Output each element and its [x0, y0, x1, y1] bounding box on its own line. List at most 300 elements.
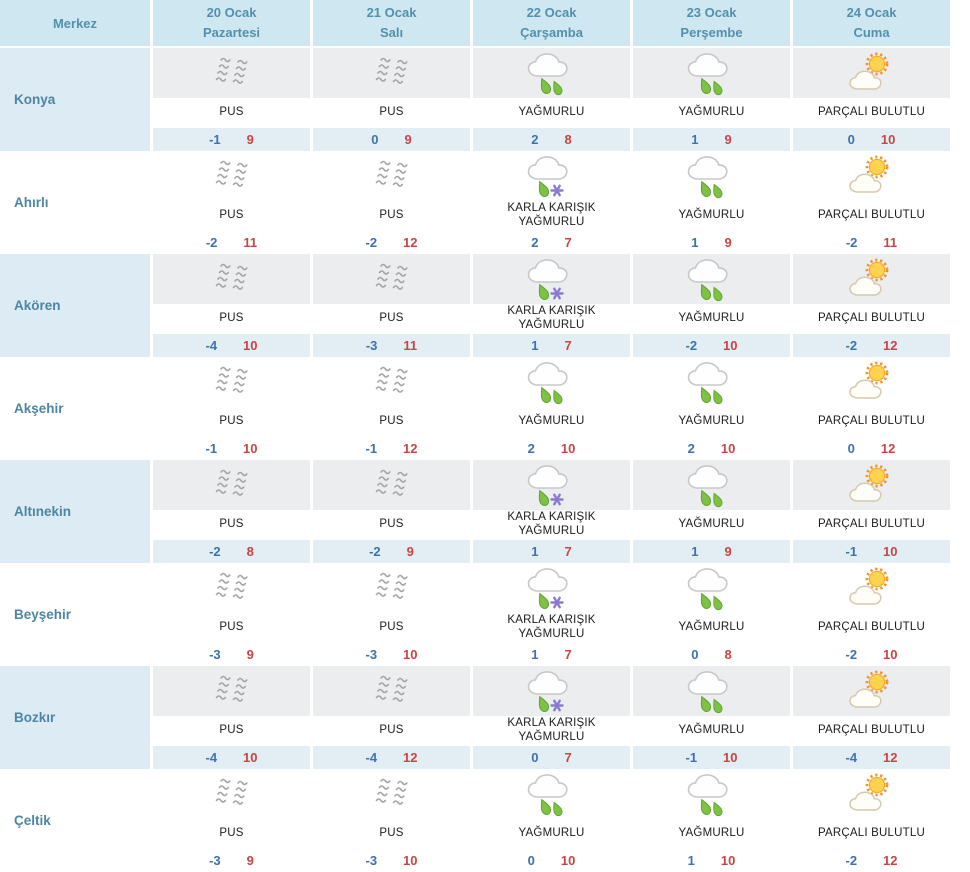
condition-band: [473, 510, 630, 540]
temperature-band: [473, 128, 630, 151]
condition-label: PUS: [379, 621, 404, 634]
min-temp: -4: [365, 750, 378, 765]
condition-label: YAĞMURLU: [678, 518, 745, 531]
condition-label: YAĞMURLU: [678, 621, 745, 634]
forecast-cell: [470, 460, 630, 563]
haze-icon: [208, 773, 256, 815]
min-temp: -2: [365, 235, 378, 250]
max-temp: 9: [246, 647, 254, 662]
forecast-cell: [790, 460, 950, 563]
table-row: [0, 151, 950, 254]
max-temp: 10: [883, 647, 898, 662]
weather-icon-band: [633, 357, 790, 407]
sleet-icon: [522, 564, 582, 612]
min-temp: 2: [531, 132, 539, 147]
temperature-band: [473, 849, 630, 872]
condition-band: [793, 716, 950, 746]
temperature-band: [313, 849, 470, 872]
condition-band: [473, 716, 630, 746]
condition-band: [153, 201, 310, 231]
condition-band: [153, 510, 310, 540]
min-temp: 1: [691, 132, 699, 147]
condition-label: PARÇALI BULUTLU: [818, 724, 925, 737]
column-header-day: [310, 0, 470, 46]
min-temp: 0: [847, 132, 855, 147]
condition-band: [633, 98, 790, 128]
weather-icon-band: [633, 666, 790, 716]
forecast-cell: [470, 151, 630, 254]
haze-icon: [208, 258, 256, 300]
column-header-dayname: Cuma: [853, 25, 890, 40]
max-temp: 9: [724, 132, 732, 147]
min-temp: 2: [687, 441, 695, 456]
city-cell: [0, 254, 150, 357]
temperature-band: [793, 643, 950, 666]
forecast-cell: [310, 460, 470, 563]
forecast-cell: [150, 151, 310, 254]
city-label[interactable]: Akşehir: [14, 401, 64, 416]
forecast-cell: [310, 769, 470, 872]
city-cell: [0, 769, 150, 872]
forecast-cell: [630, 460, 790, 563]
condition-band: [793, 98, 950, 128]
haze-icon: [208, 361, 256, 403]
haze-icon: [208, 52, 256, 94]
max-temp: 7: [564, 544, 572, 559]
column-header-day: [630, 0, 790, 46]
condition-band: [793, 510, 950, 540]
condition-label: YAĞMURLU: [678, 312, 745, 325]
weather-icon-band: [153, 254, 310, 304]
max-temp: 10: [403, 647, 418, 662]
condition-label: YAĞMURLU: [518, 827, 585, 840]
table-header: [0, 0, 950, 46]
temperature-band: [473, 334, 630, 357]
temperature-band: [793, 540, 950, 563]
max-temp: 12: [403, 441, 418, 456]
min-temp: 0: [847, 441, 855, 456]
condition-label: KARLA KARIŞIK YAĞMURLU: [507, 202, 596, 228]
city-cell: [0, 460, 150, 563]
weather-icon-band: [793, 666, 950, 716]
min-temp: -4: [205, 338, 218, 353]
max-temp: 11: [403, 338, 418, 353]
temperature-band: [633, 231, 790, 254]
haze-icon: [208, 464, 256, 506]
forecast-cell: [790, 666, 950, 769]
rain-icon: [682, 255, 742, 303]
weather-icon-band: [793, 460, 950, 510]
min-temp: 1: [687, 853, 695, 868]
min-temp: 1: [531, 647, 539, 662]
city-label[interactable]: Çeltik: [14, 813, 51, 828]
condition-band: [473, 98, 630, 128]
condition-band: [153, 716, 310, 746]
condition-label: YAĞMURLU: [518, 415, 585, 428]
column-header-day: [790, 0, 950, 46]
city-label[interactable]: Akören: [14, 298, 61, 313]
forecast-cell: [790, 563, 950, 666]
temperature-band: [793, 746, 950, 769]
partly-cloudy-icon: [842, 255, 902, 303]
condition-label: PARÇALI BULUTLU: [818, 209, 925, 222]
temperature-band: [633, 746, 790, 769]
condition-band: [313, 98, 470, 128]
weather-icon-band: [793, 151, 950, 201]
city-cell: [0, 563, 150, 666]
max-temp: 10: [560, 853, 576, 868]
weather-icon-band: [153, 357, 310, 407]
min-temp: -2: [369, 544, 381, 559]
min-temp: -3: [209, 647, 221, 662]
column-header-date: 22 Ocak: [526, 4, 577, 20]
rain-icon: [682, 564, 742, 612]
min-temp: -1: [365, 441, 378, 456]
forecast-cell: [790, 151, 950, 254]
haze-icon: [368, 773, 416, 815]
rain-icon: [682, 461, 742, 509]
temperature-band: [793, 334, 950, 357]
condition-label: PUS: [379, 312, 404, 325]
weather-icon-band: [633, 460, 790, 510]
haze-icon: [208, 670, 256, 712]
weather-icon-band: [313, 151, 470, 201]
forecast-cell: [150, 357, 310, 460]
forecast-cell: [630, 151, 790, 254]
min-temp: 1: [691, 235, 699, 250]
max-temp: 8: [246, 544, 254, 559]
weather-icon-band: [473, 666, 630, 716]
column-header-date: 24 Ocak: [846, 4, 897, 20]
temperature-band: [473, 746, 630, 769]
condition-band: [473, 201, 630, 231]
forecast-cell: [790, 769, 950, 872]
condition-label: PARÇALI BULUTLU: [818, 312, 925, 325]
max-temp: 10: [723, 338, 738, 353]
max-temp: 12: [403, 235, 418, 250]
weather-icon-band: [633, 151, 790, 201]
table-row: [0, 666, 950, 769]
temperature-band: [473, 540, 630, 563]
temperature-band: [313, 643, 470, 666]
max-temp: 12: [883, 338, 898, 353]
partly-cloudy-icon: [842, 461, 902, 509]
condition-band: [153, 98, 310, 128]
temperature-band: [313, 231, 470, 254]
forecast-cell: [790, 357, 950, 460]
temperature-band: [793, 128, 950, 151]
forecast-cell: [150, 48, 310, 151]
city-label[interactable]: Beyşehir: [14, 607, 72, 622]
min-temp: -2: [845, 235, 858, 250]
haze-icon: [208, 567, 256, 609]
condition-label: PUS: [379, 724, 404, 737]
condition-band: [313, 716, 470, 746]
weather-icon-band: [793, 563, 950, 613]
forecast-cell: [150, 254, 310, 357]
column-header-dayname: Pazartesi: [202, 25, 261, 40]
max-temp: 9: [404, 132, 412, 147]
column-header-date: 21 Ocak: [366, 4, 417, 20]
forecast-cell: [470, 357, 630, 460]
column-header-dayname: Salı: [379, 25, 404, 40]
rain-icon: [682, 152, 742, 200]
city-cell: [0, 151, 150, 254]
rain-icon: [682, 667, 742, 715]
condition-label: PUS: [219, 827, 244, 840]
weather-icon-band: [153, 666, 310, 716]
condition-band: [313, 819, 470, 849]
partly-cloudy-icon: [842, 49, 902, 97]
condition-label: PARÇALI BULUTLU: [818, 621, 925, 634]
max-temp: 9: [724, 544, 732, 559]
rain-icon: [522, 49, 582, 97]
max-temp: 7: [564, 235, 572, 250]
column-header-merkez: Merkez: [52, 15, 98, 31]
min-temp: 2: [531, 235, 539, 250]
max-temp: 11: [243, 235, 258, 250]
temperature-band: [473, 231, 630, 254]
weather-icon-band: [473, 48, 630, 98]
temperature-band: [633, 334, 790, 357]
haze-icon: [208, 155, 256, 197]
sleet-icon: [522, 255, 582, 303]
temperature-band: [633, 128, 790, 151]
weather-icon-band: [793, 254, 950, 304]
haze-icon: [368, 155, 416, 197]
condition-band: [473, 819, 630, 849]
haze-icon: [368, 670, 416, 712]
forecast-cell: [310, 151, 470, 254]
temperature-band: [313, 437, 470, 460]
condition-band: [313, 201, 470, 231]
temperature-band: [633, 437, 790, 460]
weather-icon-band: [313, 563, 470, 613]
city-label[interactable]: Konya: [14, 92, 56, 107]
min-temp: -2: [209, 544, 221, 559]
city-label[interactable]: Bozkır: [14, 710, 56, 725]
haze-icon: [368, 361, 416, 403]
max-temp: 10: [880, 132, 896, 147]
column-header-dayname: Perşembe: [680, 25, 743, 40]
condition-band: [793, 201, 950, 231]
weather-icon-band: [793, 48, 950, 98]
condition-label: PUS: [379, 827, 404, 840]
city-cell: [0, 48, 150, 151]
city-cell: [0, 666, 150, 769]
max-temp: 9: [246, 853, 254, 868]
temperature-band: [793, 231, 950, 254]
partly-cloudy-icon: [842, 564, 902, 612]
min-temp: -2: [845, 338, 858, 353]
weather-icon-band: [313, 666, 470, 716]
condition-label: PARÇALI BULUTLU: [818, 827, 925, 840]
min-temp: 1: [531, 544, 539, 559]
min-temp: 0: [371, 132, 379, 147]
partly-cloudy-icon: [842, 667, 902, 715]
max-temp: 8: [564, 132, 572, 147]
min-temp: 2: [527, 441, 535, 456]
max-temp: 7: [564, 647, 572, 662]
condition-label: KARLA KARIŞIK YAĞMURLU: [507, 717, 596, 743]
condition-band: [473, 407, 630, 437]
condition-band: [313, 407, 470, 437]
min-temp: -3: [365, 338, 378, 353]
max-temp: 7: [564, 338, 572, 353]
weather-icon-band: [473, 254, 630, 304]
forecast-cell: [310, 666, 470, 769]
condition-label: PUS: [379, 209, 404, 222]
temperature-band: [313, 540, 470, 563]
weather-icon-band: [473, 357, 630, 407]
condition-band: [633, 716, 790, 746]
sleet-icon: [522, 461, 582, 509]
weather-icon-band: [633, 254, 790, 304]
temperature-band: [153, 334, 310, 357]
min-temp: -2: [205, 235, 218, 250]
min-temp: 1: [691, 544, 699, 559]
weather-icon-band: [313, 48, 470, 98]
condition-band: [793, 613, 950, 643]
condition-band: [313, 510, 470, 540]
temperature-band: [793, 437, 950, 460]
condition-band: [633, 819, 790, 849]
condition-band: [153, 819, 310, 849]
condition-band: [793, 819, 950, 849]
forecast-cell: [470, 254, 630, 357]
condition-label: PUS: [219, 621, 244, 634]
partly-cloudy-icon: [842, 152, 902, 200]
temperature-band: [153, 437, 310, 460]
forecast-cell: [470, 563, 630, 666]
forecast-cell: [310, 48, 470, 151]
condition-band: [153, 407, 310, 437]
temperature-band: [153, 746, 310, 769]
condition-band: [793, 304, 950, 334]
temperature-band: [633, 540, 790, 563]
weather-icon-band: [633, 563, 790, 613]
max-temp: 10: [560, 441, 576, 456]
weather-icon-band: [473, 769, 630, 819]
max-temp: 12: [883, 750, 898, 765]
forecast-cell: [150, 769, 310, 872]
condition-label: PUS: [219, 209, 244, 222]
max-temp: 10: [720, 441, 736, 456]
city-label[interactable]: Ahırlı: [14, 195, 49, 210]
weather-icon-band: [633, 769, 790, 819]
forecast-cell: [150, 563, 310, 666]
temperature-band: [153, 849, 310, 872]
weather-icon-band: [473, 460, 630, 510]
weather-icon-band: [473, 151, 630, 201]
max-temp: 12: [883, 853, 898, 868]
condition-label: PUS: [379, 518, 404, 531]
max-temp: 10: [243, 441, 258, 456]
condition-label: PARÇALI BULUTLU: [818, 106, 925, 119]
column-header-day: [470, 0, 630, 46]
condition-label: PUS: [219, 518, 244, 531]
condition-label: YAĞMURLU: [678, 209, 745, 222]
temperature-band: [473, 437, 630, 460]
min-temp: 0: [527, 853, 535, 868]
table-row: [0, 563, 950, 666]
condition-band: [153, 304, 310, 334]
partly-cloudy-icon: [842, 358, 902, 406]
max-temp: 10: [243, 750, 258, 765]
weather-icon-band: [153, 151, 310, 201]
partly-cloudy-icon: [842, 770, 902, 818]
condition-band: [633, 510, 790, 540]
forecast-cell: [630, 48, 790, 151]
min-temp: -2: [845, 647, 858, 662]
min-temp: 0: [691, 647, 699, 662]
haze-icon: [368, 52, 416, 94]
forecast-cell: [470, 48, 630, 151]
max-temp: 10: [720, 853, 736, 868]
min-temp: -1: [845, 544, 858, 559]
condition-label: PARÇALI BULUTLU: [818, 518, 925, 531]
condition-band: [633, 304, 790, 334]
temperature-band: [153, 231, 310, 254]
max-temp: 9: [724, 235, 732, 250]
forecast-cell: [310, 357, 470, 460]
table-row: [0, 357, 950, 460]
condition-label: PARÇALI BULUTLU: [818, 415, 925, 428]
weather-icon-band: [313, 357, 470, 407]
max-temp: 12: [403, 750, 418, 765]
forecast-cell: [150, 460, 310, 563]
forecast-cell: [310, 254, 470, 357]
table-row: [0, 48, 950, 151]
table-row: [0, 254, 950, 357]
weather-icon-band: [153, 769, 310, 819]
rain-icon: [682, 49, 742, 97]
table-row: [0, 460, 950, 563]
weather-icon-band: [153, 48, 310, 98]
condition-band: [473, 613, 630, 643]
sleet-icon: [522, 152, 582, 200]
forecast-cell: [790, 254, 950, 357]
condition-label: KARLA KARIŞIK YAĞMURLU: [507, 614, 596, 640]
haze-icon: [368, 258, 416, 300]
rain-icon: [522, 358, 582, 406]
min-temp: -2: [845, 853, 858, 868]
condition-band: [153, 613, 310, 643]
condition-label: YAĞMURLU: [518, 106, 585, 119]
rain-icon: [522, 770, 582, 818]
condition-band: [793, 407, 950, 437]
table-row: [0, 769, 950, 872]
forecast-cell: [630, 769, 790, 872]
forecast-cell: [150, 666, 310, 769]
forecast-cell: [630, 357, 790, 460]
condition-label: KARLA KARIŞIK YAĞMURLU: [507, 511, 596, 537]
max-temp: 10: [883, 544, 898, 559]
max-temp: 10: [243, 338, 258, 353]
haze-icon: [368, 464, 416, 506]
city-label[interactable]: Altınekin: [14, 504, 72, 519]
forecast-cell: [470, 769, 630, 872]
condition-band: [313, 304, 470, 334]
min-temp: -3: [209, 853, 221, 868]
temperature-band: [793, 849, 950, 872]
temperature-band: [313, 746, 470, 769]
forecast-cell: [630, 254, 790, 357]
min-temp: -1: [205, 441, 218, 456]
forecast-cell: [470, 666, 630, 769]
forecast-cell: [630, 563, 790, 666]
max-temp: 7: [564, 750, 572, 765]
